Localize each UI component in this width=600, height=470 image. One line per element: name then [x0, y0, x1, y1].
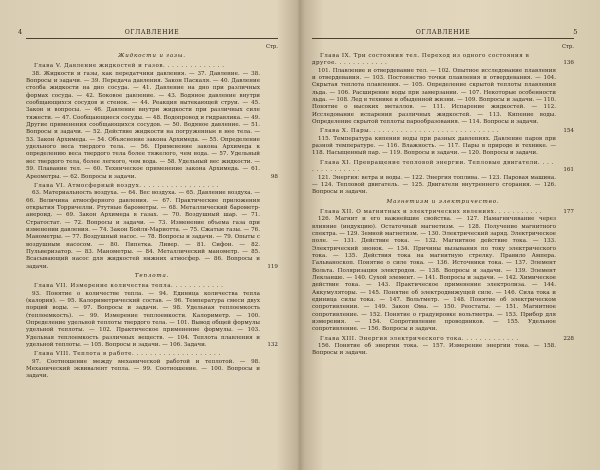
left-running-head: ОГЛАВЛЕНИЕ [124, 29, 180, 36]
chapter-page: 136 [563, 60, 574, 67]
chapter-page: 119 [267, 263, 278, 270]
chapter-page: 161 [563, 167, 574, 174]
chapter-contents-text: 121. Энергия: ветра и воды. — 122. Энергия топлива. — 123. Паровая машина. — 124. Тепловой двигатель. — 125. Двигатели внутреннего сгорания. — 126. Вопросы и задачи. [312, 174, 556, 196]
chapter-title [26, 63, 278, 70]
chapter-contents [312, 343, 574, 358]
chapter-title-text: Глава IX. Три состояния тел. Переход из одного состояния в другое. . . . . . . . . . . . [312, 53, 530, 67]
chapter-contents [26, 359, 278, 381]
right-running-head: ОГЛАВЛЕНИЕ [415, 29, 471, 36]
chapter-contents-text: 101. Плавление и отвердевание тел. — 102. Опытное исследование плавления и отвердевания. — 103. Постоянство точки плавления и отвердевания. — 104. Скрытая теплота плавления. — 105. Определение скрытой теплоты плавления льда. — 106. Расширение воды при замерзании. — 107. Некоторые особенности льда. — 108. Лед в технике и обыденной жизни. — 109. Вопросы и задачи. — 110. Понятие о высоких металлов. — 111. Испарение жидкостей. — 112. Исследование испарения различных жидкостей. — 113. Кипение воды. Определение скрытой теплоты парообразования. — 114. Вопросы и задачи. [312, 67, 556, 126]
chapter-contents [312, 216, 574, 334]
chapter-contents [26, 291, 278, 350]
chapter-contents-text: 156. Понятие об энергии тока. — 157. Измерение энергии тока. — 158. Вопросы и задачи. [312, 343, 556, 357]
section-title: Теплота. [134, 272, 170, 279]
chapter-contents [26, 71, 278, 181]
right-page [312, 0, 578, 470]
chapter-title-text: Глава XI. Превращение тепловой энергии. Тепловые двигатели. . . . . . . . . . . . . . . [312, 159, 554, 174]
left-header [18, 28, 278, 43]
chapter-title-text: Глава VIII. Теплота в работе. . . . . . . . . . . . . . . . . . . . [34, 351, 221, 358]
chapter-title [312, 53, 574, 68]
section-title: Магнетизм и электричество. [386, 198, 500, 205]
chapter-title-text: Глава VII. Измерение количества тепла. . . . . . . . . . . . [34, 283, 224, 290]
header-rule [26, 38, 278, 39]
chapter-title-text: Глава XIII. Энергия электрического тока. . . . . . . . . . . . . [320, 335, 519, 342]
chapter-contents [312, 68, 574, 127]
header-rule [312, 38, 574, 39]
chapter-contents-text: 115. Температура кипения воды при разных давлениях. Давление паров при разной температуре. — 116. Влажность. — 117. Пары в природе и технике. — 118. Насыщенный пар. — 119. Вопросы и задачи. — 120. Вопросы и задачи. [312, 135, 556, 157]
chapter-contents [26, 190, 278, 271]
page-column-label: Стр. [265, 44, 278, 50]
chapter-page: 228 [563, 335, 574, 342]
chapter-contents-text: 63. Материальность воздуха. — 64. Вес воздуха. — 65. Давление воздуха. — 66. Величина атмосферного давления. — 67. Практические приложения открытия Торричелли. Ртутные барометры. — 68. Металлический барометр-анероид. — 69. Закон Архимеда в газах. — 70. Воздушный шар. — 71. Стратостат. — 72. Вопросы и задачи. — 73. Изменение объема газа при изменении давления. — 74. Закон Бойля-Мариотта. — 75. Сжатые газы. — 76. Манометры. — 77. Воздушный насос. — 78. Вопросы и задачи. — 79. Опыты с воздушным насосом. — 80. Пипетка. Ливер. — 81. Сифон. — 82. Пульверизатор. — 83. Манометры. — 84. Металлический манометр. — 85. Всасывающий насос для жидкостей нижних атмосфер. — 86. Вопросы и задачи. [26, 190, 260, 270]
chapter-title-text: Глава XII. О магнитных и электрических явлениях. . . . . . . . . . . [320, 208, 543, 215]
section-title: Жидкости и газы. [118, 53, 186, 59]
left-page [18, 0, 278, 470]
right-page-number: 5 [573, 28, 578, 36]
page-column-label: Стр. [561, 44, 574, 50]
chapter-page: 132 [267, 342, 278, 349]
chapter-page: 98 [270, 173, 278, 180]
chapter-title-text: Глава V. Давление жидкостей и газов. . . . . . . . . . . . . . [34, 63, 225, 70]
chapter-contents [312, 175, 574, 197]
chapter-title [26, 283, 278, 290]
chapter-contents-text: 38. Жидкости и газы, как передатчики давления. — 37. Давление. — 38. Вопросы и задачи. — 39. Передача давления. Закон Паскаля. — 40. Давление столба жидкости на дно сосуда. — 41. Давление на дно при различных формах сосуда. — 42. Боковое давление. — 43. Водяное давление внутри сообщающихся сосудов и стенок. — 44. Реакция вытекающей струи. — 45. Закон и вопросы. — 46. Давление внутри жидкости при различных силе тяжести. — 47. Сообщающиеся сосуды. — 48. Водопровод и гидравлика. — 49. Другие применения сообщающихся сосудов. — 50. Водяное давление. — 51. Вопросы и задачи. — 52. Действие жидкости на погруженные в нее тела. — 53. Закон Архимеда. — 54. Объяснение закона Архимеда. — 55. Определение удельного веса твердого тела. — 56. Применение закона Архимеда к определению веса твердого тела более тяжелого, чем вода. — 57. Удельный вес твердого тела, более легкого, чем вода. — 58. Удельный вес жидкости. — 59. Плавание тел. — 60. Техническое применение закона Архимеда. — 61. Ареометры. — 62. Вопросы и задачи. [26, 70, 260, 180]
right-header [312, 28, 578, 43]
chapter-contents-text: 126. Магнит и его важнейшие свойства. — 127. Намагничивание через влияние (индукцию). Остаточный магнетизм. — 128. Получение магнитного спектра. — 129. Земной магнетизм. — 130. Электрический заряд. Электрическое поле. — 131. Действие тока. — 132. Магнитное действие тока. — 133. Электрический звонок. — 134. Причины вызывания по току электрического тока. — 135. Действия тока на магнитную стрелку. Правило Ампера. Гальваноскоп. Понятие о силе тока. — 136. Источники тока. — 137. Элемент Вольта. Поляризация электродов. — 138. Вопросы и задачи. — 139. Элемент Лекланше. — 140. Сухой элемент. — 141. Вопросы и задачи. — 142. Химическое действие тока. — 143. Практическое применение электролиза. — 144. Аккумуляторы. — 145. Понятие об электродвижущей силе. — 146. Сила тока и единица силы тока. — 147. Вольтметр. — 148. Понятие об электрическом сопротивлении. — 149. Закон Ома. — 150. Реостаты. — 151. Магнитное сопротивление. — 152. Понятие о градуировке вольтметра. — 153. Прибор для измерения. — 154. Сопротивление проводников. — 155. Удельное сопротивление. — 156. Вопросы и задачи. [312, 216, 556, 333]
chapter-contents-text: 93. Понятие о количестве тепла. — 94. Единица количества тепла (калория). — 95. Калориметрический состав. — 96. Температура смеси двух порций воды. — 97. Вопросы и задачи. — 98. Удельная теплоемкость (теплоемкость). — 99. Измерение теплоемкости. Калориметр. — 100. Определение удельной теплоты твердого тела. — 101. Вывод общей формулы удельной теплоты. — 102. Практическое применение формулы. — 103. Удельная теплоемкость различных веществ. — 104. Теплота плавления и удельной теплоты. — 105. Вопросы и задачи. — 106. Задачи. [26, 290, 260, 349]
chapter-title [312, 336, 574, 343]
chapter-title-text: Глава VI. Атмосферный воздух. . . . . . . . . . . . . . . . . . [34, 182, 219, 189]
chapter-page: 177 [563, 208, 574, 215]
chapter-title [26, 183, 278, 190]
chapter-title [312, 128, 574, 135]
chapter-contents-text: 97. Соотношение между механической работой и теплотой. — 98. Механический эквивалент тепла. — 99. Соотношение. — 100. Вопросы и задачи. [26, 358, 260, 380]
chapter-title [26, 351, 278, 358]
chapter-title-text: Глава X. Пары. . . . . . . . . . . . . . . . . . . . . . . . . . . . . [320, 128, 499, 135]
chapter-contents [312, 136, 574, 158]
chapter-title [312, 160, 574, 175]
chapter-title [312, 209, 574, 216]
left-page-number: 4 [18, 28, 23, 36]
chapter-page: 154 [563, 128, 574, 135]
